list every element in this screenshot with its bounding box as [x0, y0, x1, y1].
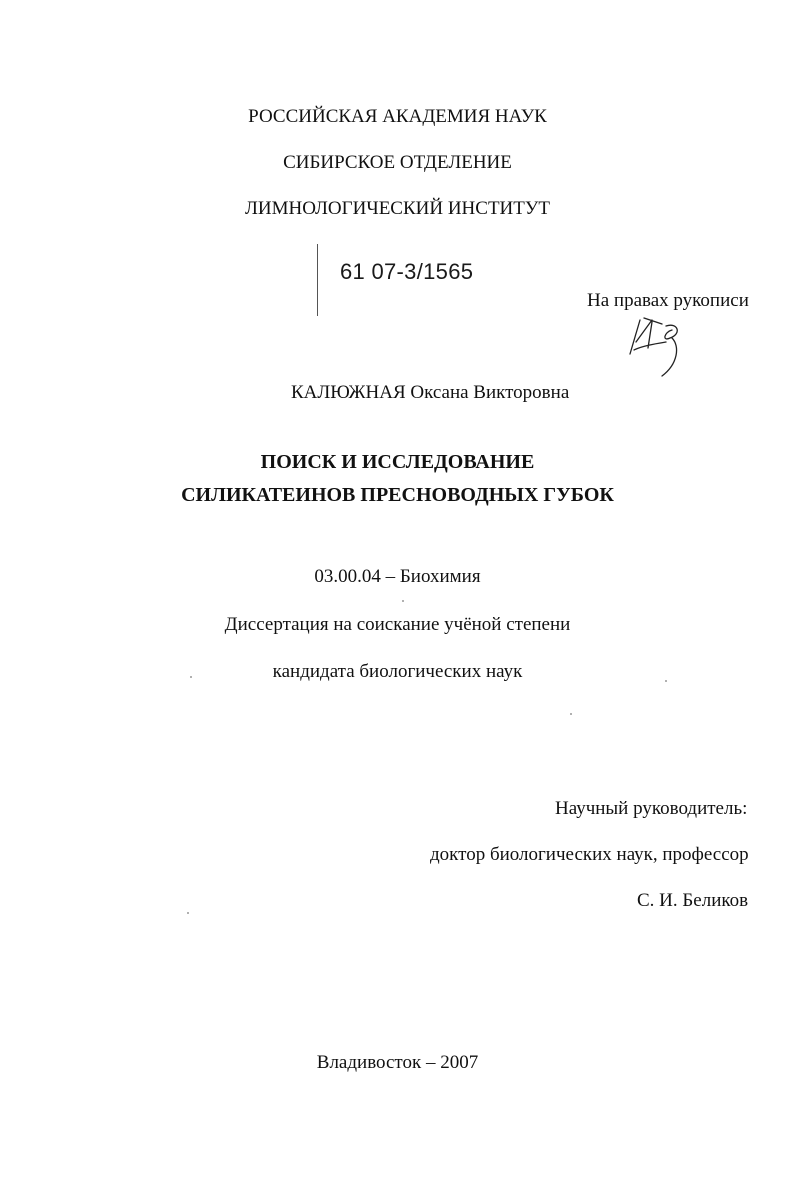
place-year: Владивосток – 2007: [316, 1052, 479, 1073]
supervisor-label: Научный руководитель:: [555, 798, 748, 819]
branch-heading: СИБИРСКОЕ ОТДЕЛЕНИЕ: [283, 152, 512, 173]
stamp-margin-line: [317, 244, 318, 316]
title-line-2: СИЛИКАТЕИНОВ ПРЕСНОВОДНЫХ ГУБОК: [181, 484, 614, 506]
supervisor-name: С. И. Беликов: [637, 890, 749, 911]
catalog-stamp: 61 07-3/1565: [340, 259, 474, 284]
scan-speck: [402, 600, 404, 602]
scan-speck: [187, 912, 189, 914]
handwritten-signature: [622, 312, 692, 382]
institute-heading: ЛИМНОЛОГИЧЕСКИЙ ИНСТИТУТ: [245, 198, 550, 219]
rights-note: На правах рукописи: [587, 290, 749, 311]
academy-heading: РОССИЙСКАЯ АКАДЕМИЯ НАУК: [248, 106, 547, 127]
scan-speck: [665, 680, 667, 682]
degree-line-2: кандидата биологических наук: [272, 661, 523, 682]
degree-line-1: Диссертация на соискание учёной степени: [224, 614, 571, 635]
supervisor-title: доктор биологических наук, профессор: [430, 844, 749, 865]
specialty-code: 03.00.04 – Биохимия: [314, 566, 481, 587]
scan-speck: [570, 713, 572, 715]
title-line-1: ПОИСК И ИССЛЕДОВАНИЕ: [260, 451, 535, 473]
author-name: КАЛЮЖНАЯ Оксана Викторовна: [291, 382, 570, 403]
scan-speck: [190, 676, 192, 678]
